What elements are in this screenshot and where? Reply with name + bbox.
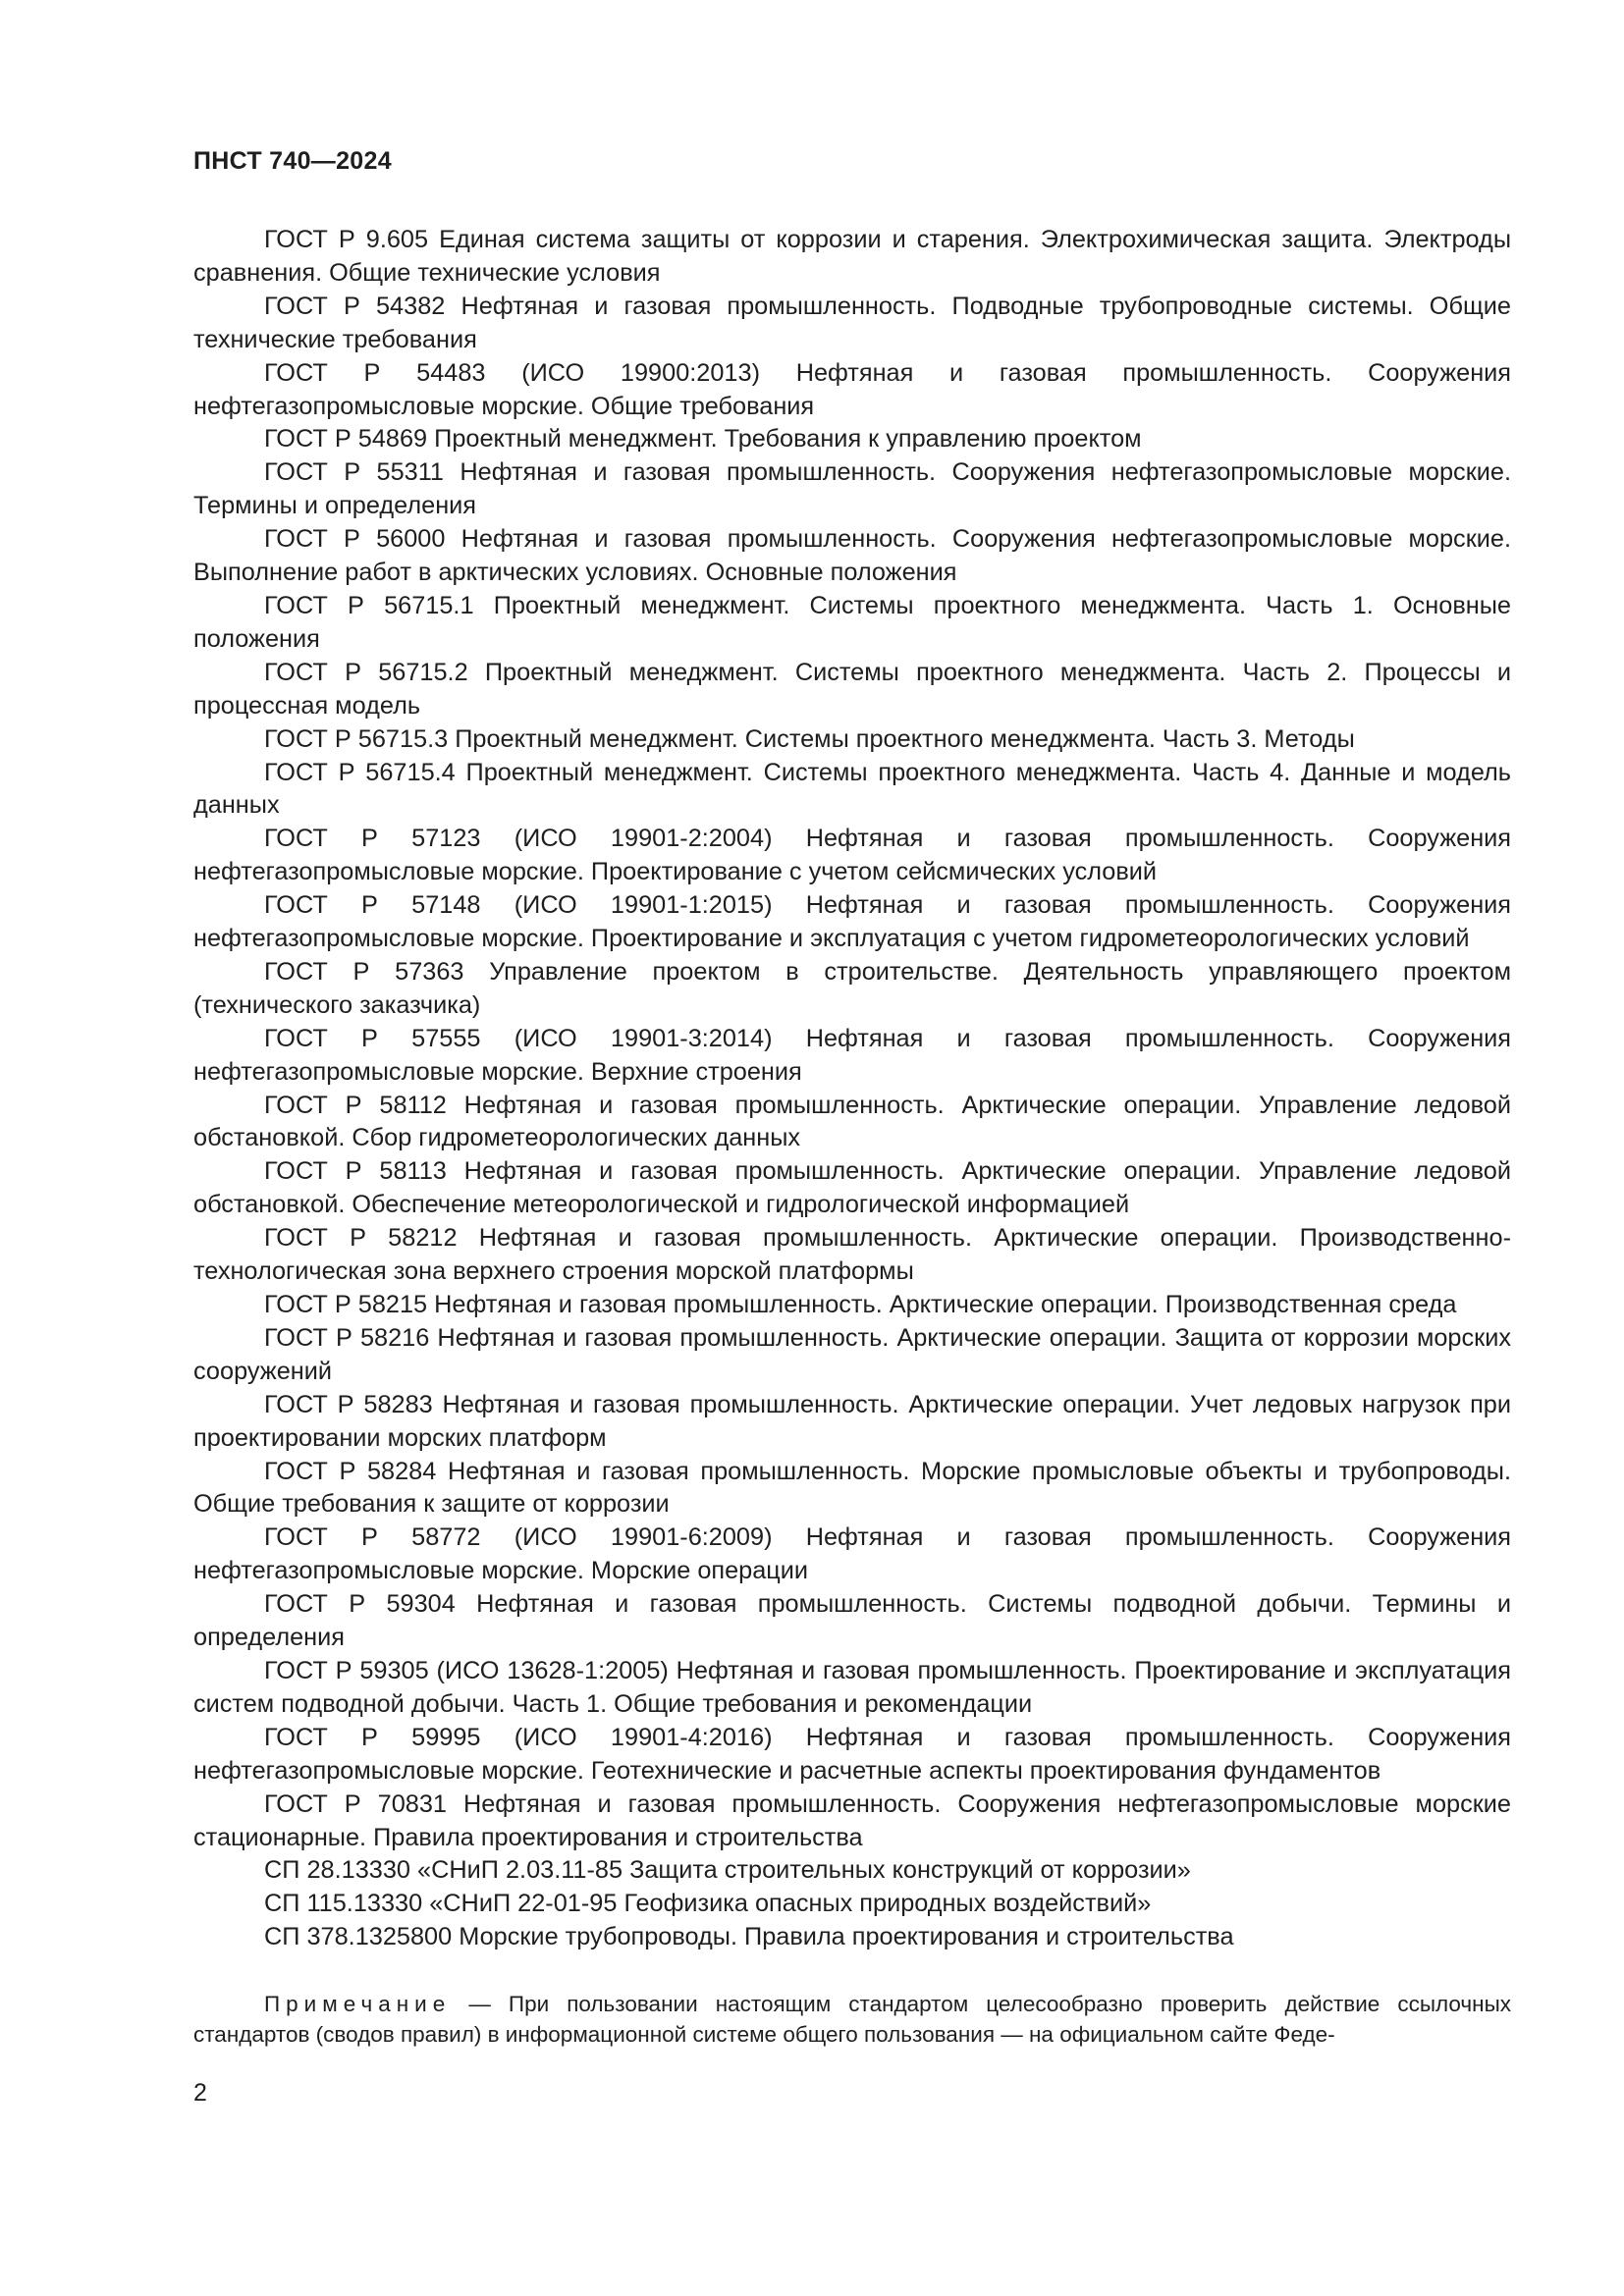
note-label: Примечание <box>264 1991 452 2016</box>
reference-item: ГОСТ Р 54483 (ИСО 19900:2013) Нефтяная и газовая промышленность. Сооружения нефтегазопромысловые морские. Общие требования <box>193 358 1511 420</box>
reference-item: ГОСТ Р 56715.2 Проектный менеджмент. Системы проектного менеджмента. Часть 2. Процессы и процессная модель <box>193 658 1511 720</box>
reference-item: ГОСТ Р 58772 (ИСО 19901-6:2009) Нефтяная и газовая промышленность. Сооружения нефтегазопромысловые морские. Морские операции <box>193 1523 1511 1585</box>
reference-item: ГОСТ Р 58216 Нефтяная и газовая промышленность. Арктические операции. Защита от коррозии морских сооружений <box>193 1323 1511 1385</box>
reference-item: ГОСТ Р 56715.1 Проектный менеджмент. Системы проектного менеджмента. Часть 1. Основные положения <box>193 591 1511 653</box>
document-header-id: ПНСТ 740—2024 <box>193 147 392 175</box>
reference-item: ГОСТ Р 58283 Нефтяная и газовая промышленность. Арктические операции. Учет ледовых нагрузок при проектировании морских платформ <box>193 1390 1511 1452</box>
reference-item: ГОСТ Р 9.605 Единая система защиты от коррозии и старения. Электрохимическая защита. Электроды сравнения. Общие технические условия <box>193 226 1511 287</box>
note-paragraph <box>193 1989 1511 2050</box>
reference-item: ГОСТ Р 54382 Нефтяная и газовая промышленность. Подводные трубопроводные системы. Общие технические требования <box>193 292 1511 353</box>
reference-item: ГОСТ Р 54869 Проектный менеджмент. Требования к управлению проектом <box>264 425 1142 454</box>
page-number: 2 <box>193 2079 207 2107</box>
reference-item: СП 115.13330 «СНиП 22-01-95 Геофизика опасных природных воздействий» <box>264 1890 1152 1918</box>
note-text: — При пользовании настоящим стандартом целесообразно проверить действие ссылочных стандартов (сводов правил) в информационной системе общего пользования — на официальном сайте Феде- <box>193 1991 1511 2047</box>
reference-item: ГОСТ Р 57363 Управление проектом в строительстве. Деятельность управляющего проектом (технического заказчика) <box>193 957 1511 1019</box>
reference-item: ГОСТ Р 56715.3 Проектный менеджмент. Системы проектного менеджмента. Часть 3. Методы <box>264 724 1355 753</box>
reference-item: ГОСТ Р 57148 (ИСО 19901-1:2015) Нефтяная и газовая промышленность. Сооружения нефтегазопромысловые морские. Проектирование и эксплуатация с учетом гидрометеорологических условий <box>193 891 1511 953</box>
reference-item: ГОСТ Р 55311 Нефтяная и газовая промышленность. Сооружения нефтегазопромысловые морские. Термины и определения <box>193 458 1511 520</box>
reference-item: ГОСТ Р 59995 (ИСО 19901-4:2016) Нефтяная и газовая промышленность. Сооружения нефтегазопромысловые морские. Геотехнические и расчетные аспекты проектирования фундаментов <box>193 1723 1511 1785</box>
reference-item: ГОСТ Р 57555 (ИСО 19901-3:2014) Нефтяная и газовая промышленность. Сооружения нефтегазопромысловые морские. Верхние строения <box>193 1024 1511 1086</box>
reference-item: ГОСТ Р 58113 Нефтяная и газовая промышленность. Арктические операции. Управление ледовой обстановкой. Обеспечение метеорологической и гидрологической информацией <box>193 1157 1511 1219</box>
reference-item: ГОСТ Р 56000 Нефтяная и газовая промышленность. Сооружения нефтегазопромысловые морские. Выполнение работ в арктических условиях. Основные положения <box>193 525 1511 587</box>
reference-item: ГОСТ Р 59304 Нефтяная и газовая промышленность. Системы подводной добычи. Термины и определения <box>193 1590 1511 1652</box>
reference-item: ГОСТ Р 58112 Нефтяная и газовая промышленность. Арктические операции. Управление ледовой обстановкой. Сбор гидрометеорологических данных <box>193 1091 1511 1152</box>
normative-references-list <box>193 224 1511 1954</box>
reference-item: ГОСТ Р 59305 (ИСО 13628-1:2005) Нефтяная и газовая промышленность. Проектирование и эксплуатация систем подводной добычи. Часть 1. Общие требования и рекомендации <box>193 1656 1511 1718</box>
reference-item: ГОСТ Р 58212 Нефтяная и газовая промышленность. Арктические операции. Производственно-технологическая зона верхнего строения морской платформы <box>193 1224 1511 1286</box>
reference-item: ГОСТ Р 70831 Нефтяная и газовая промышленность. Сооружения нефтегазопромысловые морские стационарные. Правила проектирования и строительства <box>193 1789 1511 1851</box>
reference-item: ГОСТ Р 58284 Нефтяная и газовая промышленность. Морские промысловые объекты и трубопроводы. Общие требования к защите от коррозии <box>193 1457 1511 1519</box>
reference-item: СП 28.13330 «СНиП 2.03.11-85 Защита строительных конструкций от коррозии» <box>264 1856 1191 1885</box>
reference-item: ГОСТ Р 58215 Нефтяная и газовая промышленность. Арктические операции. Производственная среда <box>264 1291 1457 1318</box>
reference-item: СП 378.1325800 Морские трубопроводы. Правила проектирования и строительства <box>264 1923 1234 1951</box>
reference-item: ГОСТ Р 57123 (ИСО 19901-2:2004) Нефтяная и газовая промышленность. Сооружения нефтегазопромысловые морские. Проектирование с учетом сейсмических условий <box>193 825 1511 886</box>
reference-item: ГОСТ Р 56715.4 Проектный менеджмент. Системы проектного менеджмента. Часть 4. Данные и модель данных <box>193 758 1511 820</box>
